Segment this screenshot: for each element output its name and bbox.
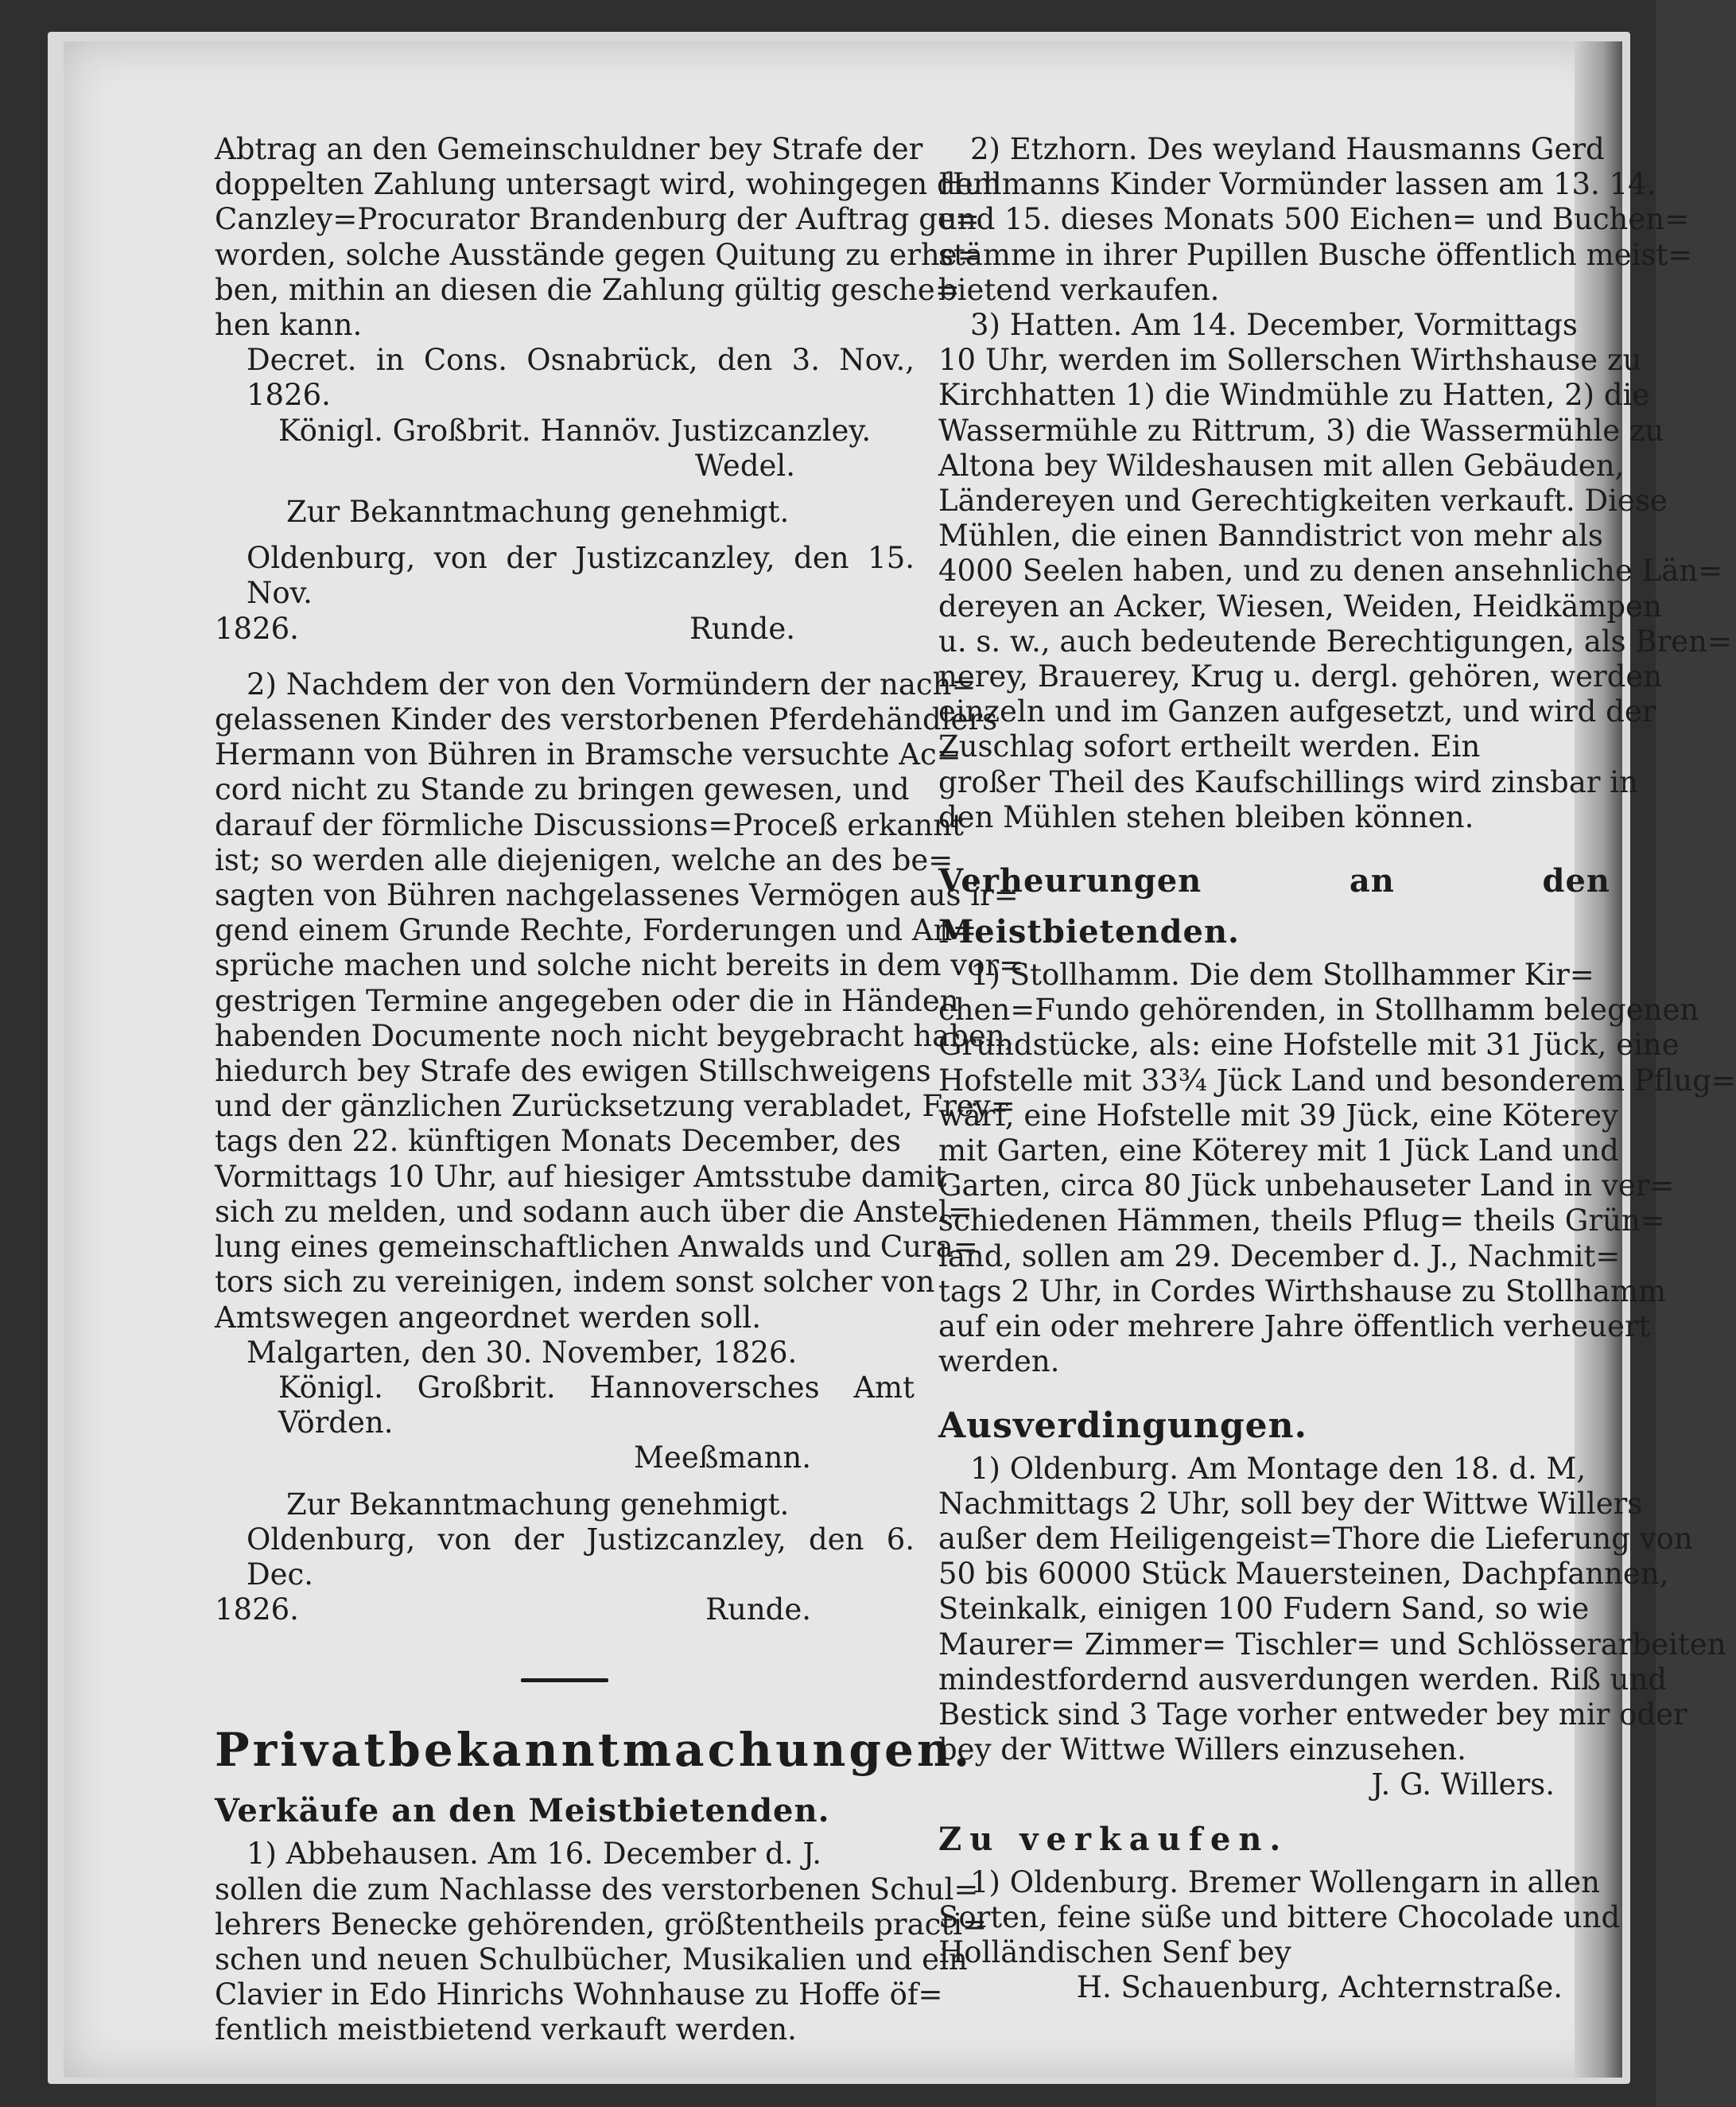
text-line: gelassenen Kinder des verstorbenen Pferdehändlers [215, 702, 998, 737]
oldenburg-year-row-2 [215, 1592, 915, 1627]
text-line: Maurer= Zimmer= Tischler= und Schlösserarbeiten [938, 1627, 1726, 1662]
text-line: einzeln und im Ganzen aufgesetzt, und wird der [938, 694, 1656, 729]
year-1826: 1826. [215, 1592, 299, 1627]
amt-line: Königl. Großbrit. Hannoversches Amt Vörden. [278, 1370, 915, 1440]
chancery-line: Königl. Großbrit. Hannöv. Justizcanzley. [278, 413, 872, 448]
heading-for-sale: Zu verkaufen. [938, 1820, 1289, 1858]
text-line: tags 2 Uhr, in Cordes Wirthshause zu Stollhamm [938, 1273, 1667, 1308]
text-line: fentlich meistbietend verkauft werden. [215, 2012, 797, 2047]
signer-wedel: Wedel. [694, 448, 795, 483]
text-line: Hermann von Bühren in Bramsche versuchte Ac= [215, 737, 961, 772]
decret-line: Decret. in Cons. Osnabrück, den 3. Nov., 1826. [247, 343, 915, 413]
signer-meessmann: Meeßmann. [634, 1440, 811, 1475]
text-line: Canzley=Procurator Brandenburg der Auftrag ge= [215, 202, 980, 237]
text-line: Ländereyen und Gerechtigkeiten verkauft. Diese [938, 484, 1668, 519]
text-line: 1) Oldenburg. Am Montage den 18. d. M, [970, 1451, 1586, 1486]
text-line: großer Theil des Kaufschillings wird zinsbar in [938, 764, 1638, 799]
text-line: Hofstelle mit 33¾ Jück Land und besonderem Pflug= [938, 1063, 1736, 1098]
text-line: darauf der förmliche Discussions=Proceß erkannt [215, 807, 964, 842]
text-line: Steinkalk, einigen 100 Fudern Sand, so wie [938, 1592, 1590, 1627]
text-line: 1) Oldenburg. Bremer Wollengarn in allen [970, 1864, 1601, 1899]
signer-runde-2: Runde. [705, 1592, 811, 1627]
text-line: lehrers Benecke gehörenden, größtentheils practi= [215, 1907, 988, 1942]
text-line: den Mühlen stehen bleiben können. [938, 799, 1474, 834]
oldenburg-year-row-1 [215, 612, 915, 647]
text-line: bietend verkaufen. [938, 272, 1220, 307]
signer-runde-1: Runde. [689, 611, 795, 646]
text-line: u. s. w., auch bedeutende Berechtigungen, als Bren= [938, 624, 1733, 659]
text-line: auf ein oder mehrere Jahre öffentlich verheuert [938, 1309, 1651, 1344]
text-line: Kirchhatten 1) die Windmühle zu Hatten, 2) die [938, 378, 1650, 413]
right-para-2 [938, 308, 1733, 835]
text-line: gend einem Grunde Rechte, Forderungen und An= [215, 913, 977, 948]
approval-line-1: Zur Bekanntmachung genehmigt. [286, 495, 790, 530]
signer-willers: J. G. Willers. [1371, 1767, 1555, 1802]
text-line: wärf, eine Hofstelle mit 39 Jück, eine Köterey [938, 1098, 1618, 1133]
text-line: schen und neuen Schulbücher, Musikalien und ein [215, 1942, 968, 1977]
text-line: cord nicht zu Stande zu bringen gewesen, und [215, 772, 910, 807]
approval-line-2: Zur Bekanntmachung genehmigt. [286, 1487, 790, 1522]
oldenburg-date-2: Oldenburg, von der Justizcanzley, den 6. Dec. [247, 1522, 915, 1592]
text-line: sagten von Bühren nachgelassenes Vermögen aus ir= [215, 878, 1019, 913]
text-line: sich zu melden, und sodann auch über die Anstel= [215, 1194, 973, 1229]
text-line: 1) Stollhamm. Die dem Stollhammer Kir= [970, 958, 1594, 993]
text-line: sollen die zum Nachlasse des verstorbenen Schul= [215, 1872, 979, 1907]
text-line: dereyen an Acker, Wiesen, Weiden, Heidkämpen [938, 589, 1662, 624]
heading-leases: Verheurungen an den Meistbietenden. [938, 862, 1610, 951]
left-para-1 [215, 132, 1001, 343]
right-para-1 [938, 132, 1693, 308]
text-line: 2) Etzhorn. Des weyland Hausmanns Gerd [970, 132, 1605, 166]
text-line: habenden Documente noch nicht beygebracht haben, [215, 1018, 1015, 1053]
right-para-5 [938, 1864, 1621, 1971]
text-line: Holländischen Senf bey [938, 1934, 1291, 1969]
text-line: Amtswegen angeordnet werden soll. [215, 1300, 761, 1335]
text-line: Grundstücke, als: eine Hofstelle mit 31 Jück, eine [938, 1028, 1680, 1063]
section-title-private-notices: Privatbekanntmachungen. [215, 1723, 973, 1778]
right-para-3 [938, 958, 1736, 1379]
left-column [215, 132, 1024, 2048]
text-line: 2) Nachdem der von den Vormündern der nach= [247, 667, 977, 702]
text-line: tors sich zu vereinigen, indem sonst solcher von [215, 1265, 935, 1300]
text-line: stämme in ihrer Pupillen Busche öffentlich meist= [938, 237, 1693, 272]
right-column [938, 132, 1736, 2005]
text-line: Nachmittags 2 Uhr, soll bey der Wittwe Willers [938, 1486, 1643, 1521]
text-line: sprüche machen und solche nicht bereits in dem vor= [215, 948, 1024, 983]
year-1826: 1826. [215, 611, 299, 646]
left-para-3 [215, 1837, 988, 2047]
text-line: ben, mithin an diesen die Zahlung gültig gesche= [215, 272, 960, 307]
text-line: mindestfordernd ausverdungen werden. Riß und [938, 1662, 1667, 1697]
heading-tenders: Ausverdingungen. [938, 1405, 1307, 1446]
text-line: Zuschlag sofort ertheilt werden. Ein [938, 729, 1481, 764]
text-line: und 15. dieses Monats 500 Eichen= und Buchen= [938, 202, 1690, 237]
text-line: hiedurch bey Strafe des ewigen Stillschweigens [215, 1054, 931, 1089]
text-line: land, sollen am 29. December d. J., Nachmit= [938, 1238, 1621, 1273]
text-line: Sorten, feine süße und bittere Chocolade und [938, 1899, 1621, 1934]
text-line: bey der Wittwe Willers einzusehen. [938, 1732, 1466, 1767]
text-line: tags den 22. künftigen Monats December, des [215, 1124, 902, 1159]
text-line: Vormittags 10 Uhr, auf hiesiger Amtsstube damit [215, 1159, 947, 1194]
text-line: Wassermühle zu Rittrum, 3) die Wassermühle zu [938, 413, 1664, 448]
text-line: schiedenen Hämmen, theils Pflug= theils Grün= [938, 1203, 1665, 1238]
text-line: doppelten Zahlung untersagt wird, wohingegen dem [215, 167, 1001, 202]
text-line: Clavier in Edo Hinrichs Wohnhause zu Hoffe öf= [215, 1977, 943, 2012]
text-line: außer dem Heiligengeist=Thore die Lieferung von [938, 1521, 1693, 1556]
section-subtitle-sales: Verkäufe an den Meistbietenden. [215, 1792, 830, 1830]
text-line: 3) Hatten. Am 14. December, Vormittags [970, 308, 1578, 343]
text-line: 50 bis 60000 Stück Mauersteinen, Dachpfannen, [938, 1557, 1669, 1592]
left-para-2 [215, 667, 1024, 1335]
text-line: 4000 Seelen haben, und zu denen ansehnliche Län= [938, 554, 1723, 589]
text-line: lung eines gemeinschaftlichen Anwalds und Cura= [215, 1230, 978, 1265]
text-line: nerey, Brauerey, Krug u. dergl. gehören, werden [938, 659, 1663, 694]
right-para-4 [938, 1451, 1726, 1768]
text-line: 10 Uhr, werden im Sollerschen Wirthshause zu [938, 343, 1642, 378]
text-line: chen=Fundo gehörenden, in Stollhamm belegenen [938, 993, 1699, 1028]
text-line: mit Garten, eine Köterey mit 1 Jück Land und [938, 1133, 1619, 1168]
text-line: Abtrag an den Gemeinschuldner bey Strafe der [215, 132, 923, 166]
text-line: Hullmanns Kinder Vormünder lassen am 13. 14. [938, 167, 1656, 202]
divider-rule [521, 1678, 608, 1682]
text-line: ist; so werden alle diejenigen, welche an des be= [215, 842, 953, 877]
signer-schauenburg: H. Schauenburg, Achternstraße. [1076, 1970, 1563, 2005]
text-line: worden, solche Ausstände gegen Quitung zu erhe= [215, 237, 982, 272]
text-line: Mühlen, die einen Banndistrict von mehr als [938, 519, 1603, 554]
text-line: Garten, circa 80 Jück unbehauseter Land in ver= [938, 1168, 1675, 1203]
malgarten-date: Malgarten, den 30. November, 1826. [247, 1335, 798, 1370]
oldenburg-date-1: Oldenburg, von der Justizcanzley, den 15. Nov. [247, 541, 915, 611]
text-line: Altona bey Wildeshausen mit allen Gebäuden, [938, 448, 1625, 483]
text-line: werden. [938, 1344, 1060, 1379]
text-line: Bestick sind 3 Tage vorher entweder bey mir oder [938, 1697, 1687, 1732]
text-line: hen kann. [215, 308, 363, 343]
text-line: gestrigen Termine angegeben oder die in Händen [215, 983, 959, 1018]
text-line: und der gänzlichen Zurücksetzung verabladet, Frey= [215, 1089, 1016, 1124]
text-line: 1) Abbehausen. Am 16. December d. J. [247, 1837, 822, 1872]
